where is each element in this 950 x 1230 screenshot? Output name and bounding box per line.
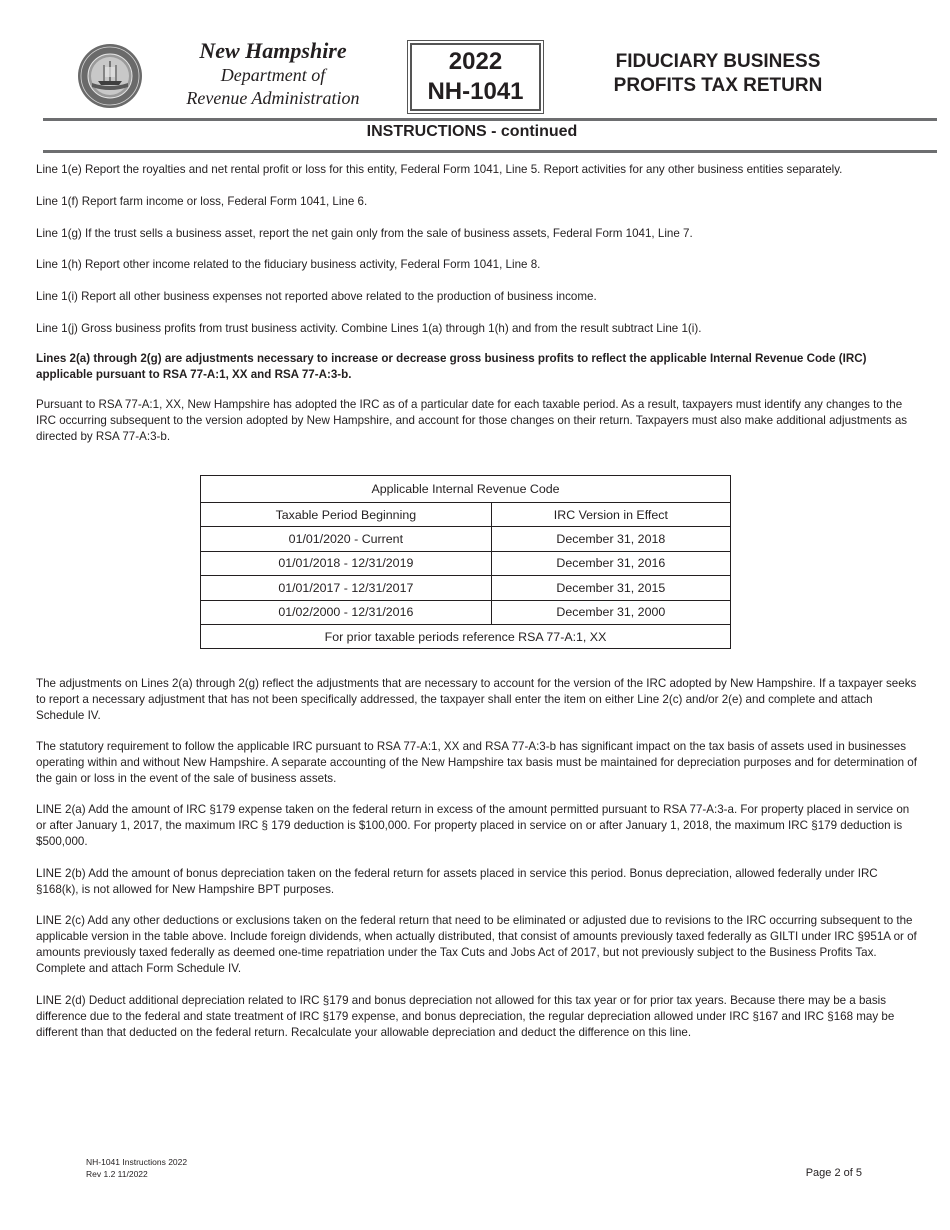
instruction-line-1h: Line 1(h) Report other income related to the fiduciary business activity, Federal Form 1041, Line 8. [36,258,541,271]
footer-doc-id: NH-1041 Instructions 2022 [86,1157,188,1167]
footer-revision: Rev 1.2 11/2022 [86,1169,148,1179]
table-row [201,551,731,575]
instruction-line-1j: Line 1(j) Gross business profits from trust business activity. Combine Lines 1(a) through 1(h) and from the result subtract Line 1(i). [36,322,702,335]
form-title [580,50,856,98]
instruction-line-1e: Line 1(e) Report the royalties and net rental profit or loss for this entity, Federal Form 1041, Line 5. Report activities for any other business entities separately. [36,163,843,176]
table-row [201,600,731,624]
section-heading: INSTRUCTIONS - continued [366,123,578,140]
instruction-line-1i: Line 1(i) Report all other business expenses not reported above related to the production of business income. [36,290,597,303]
form-title-line-2: PROFITS TAX RETURN [613,75,823,96]
table-cell-version: December 31, 2018 [491,527,730,551]
instruction-line-1f: Line 1(f) Report farm income or loss, Federal Form 1041, Line 6. [36,195,368,208]
instruction-irc-adoption: Pursuant to RSA 77-A:1, XX, New Hampshire has adopted the IRC as of a particular date for each taxable period. As a result, taxpayers must identify any changes to the IRC occurring subsequent to the version adopted by New Hampshire, and account for those changes on their return. Taxpayers must also make additional adjustments as directed by RSA 77-A:3-b. [36,398,908,443]
header-rule-top [43,118,937,121]
table-cell-version: December 31, 2000 [491,600,730,624]
table-footnote: For prior taxable periods reference RSA 77-A:1, XX [201,624,731,648]
table-cell-period: 01/01/2017 - 12/31/2017 [201,576,492,600]
department-line-2: Revenue Administration [186,88,360,108]
state-name: New Hampshire [199,38,347,63]
form-id-box [410,43,541,111]
irc-version-table [200,475,731,649]
table-header-period: Taxable Period Beginning [201,503,492,527]
form-year: 2022 [448,48,503,75]
footer-doc-info [86,1156,187,1180]
table-cell-period: 01/02/2000 - 12/31/2016 [201,600,492,624]
table-cell-period: 01/01/2018 - 12/31/2019 [201,551,492,575]
table-row [201,576,731,600]
department-line-1: Department of [220,65,326,85]
instruction-line-1g: Line 1(g) If the trust sells a business asset, report the net gain only from the sale of business assets, Federal Form 1041, Line 7. [36,227,693,240]
header-rule-bottom [43,150,937,153]
instruction-adjustments: The adjustments on Lines 2(a) through 2(g) reflect the adjustments that are necessary to account for the version of the IRC adopted by New Hampshire. If a taxpayer seeks to report a necessary adjustment that has not been specifically addressed, the taxpayer shall enter the item on either Line 2(c) and/or 2(e) and complete and attach Schedule IV. [36,677,917,722]
table-caption: Applicable Internal Revenue Code [201,476,731,503]
form-title-line-1: FIDUCIARY BUSINESS [615,51,821,72]
state-seal-icon [77,43,143,109]
instruction-line-2d: LINE 2(d) Deduct additional depreciation related to IRC §179 and bonus depreciation not allowed for this tax year or for prior tax years. Because there may be a basis difference due to the federal and state treatment of IRC §179 expense, and bonus depreciation, the regular depreciation allowed under IRC §167 and IRC §168 may be different than that deducted on the federal return. Recalculate your allowable depreciation and deduct the difference on this line. [36,994,895,1039]
instruction-line-2b: LINE 2(b) Add the amount of bonus depreciation taken on the federal return for assets placed in service this period. Bonus depreciation, allowed federally under IRC §168(k), is not allowed for New Hampshire BPT purposes. [36,867,878,896]
instruction-statutory-requirement: The statutory requirement to follow the applicable IRC pursuant to RSA 77-A:1, XX and RSA 77-A:3-b has significant impact on the tax basis of assets used in businesses operating within and without New Hampshire. A separate accounting of the New Hampshire tax basis must be maintained for depreciation purposes and for determination of the gain or loss in the event of the sale of business assets. [36,740,917,785]
table-header-version: IRC Version in Effect [491,503,730,527]
instruction-line-2c: LINE 2(c) Add any other deductions or exclusions taken on the federal return that need to be eliminated or adjusted due to revisions to the IRC occurring subsequent to the applicable version in the table above. Include foreign dividends, when actually distributed, that consist of amounts previously taxed federally as GILTI under IRC §951A or of amounts previously taxed federally as deemed one-time repatriation under the Tax Cuts and Jobs Act of 2017, but not previously subject to the Business Profits Tax. Complete and attach Form Schedule IV. [36,914,917,975]
instruction-lines-2-intro: Lines 2(a) through 2(g) are adjustments necessary to increase or decrease gross business profits to reflect the applicable Internal Revenue Code (IRC) applicable pursuant to RSA 77-A:1, XX and RSA 77-A:3-b. [36,352,867,381]
table-cell-period: 01/01/2020 - Current [201,527,492,551]
agency-name [160,38,386,110]
table-cell-version: December 31, 2015 [491,576,730,600]
instruction-line-2a: LINE 2(a) Add the amount of IRC §179 expense taken on the federal return in excess of the amount permitted pursuant to RSA 77-A:3-a. For property placed in service on or after January 1, 2017, the maximum IRC § 179 deduction is $100,000. For property placed in service on or after January 1, 2018, the maximum IRC §179 deduction is $500,000. [36,803,910,848]
table-row [201,527,731,551]
table-cell-version: December 31, 2016 [491,551,730,575]
page-number: Page 2 of 5 [805,1167,862,1179]
form-number: NH-1041 [427,78,524,105]
